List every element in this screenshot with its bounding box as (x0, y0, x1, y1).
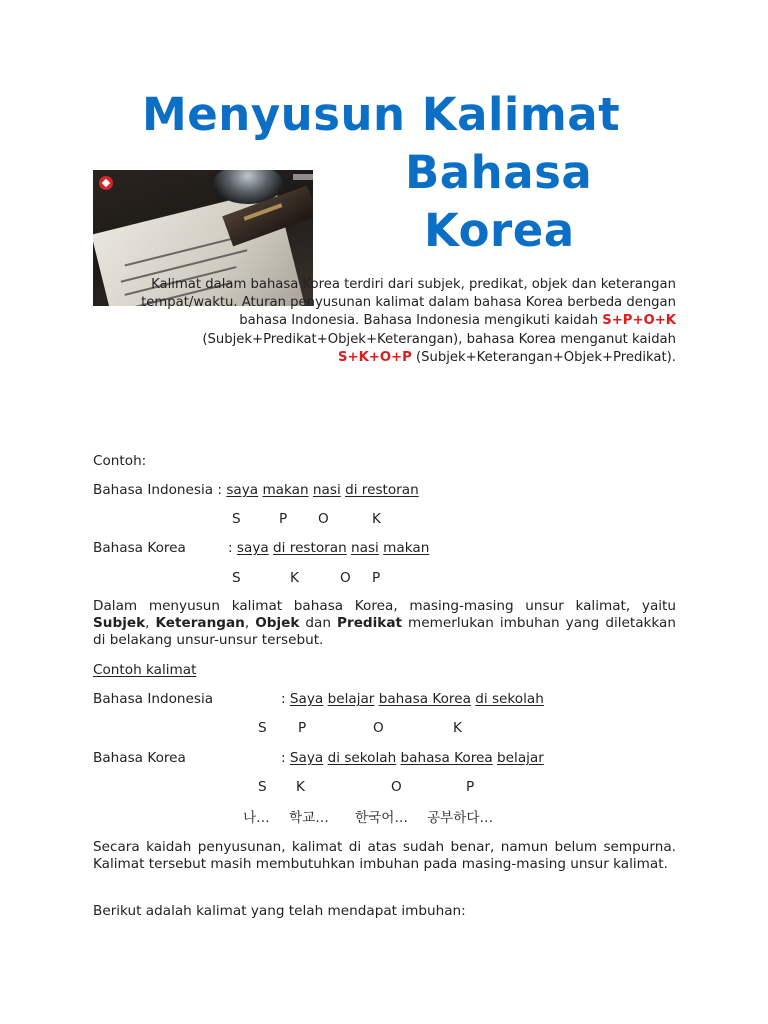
row-label: Bahasa Indonesia : (93, 482, 222, 498)
word: belajar (327, 691, 375, 707)
hangul-word: 공부하다… (427, 810, 494, 826)
word: di restoran (273, 540, 347, 556)
word: makan (262, 482, 309, 498)
text: , (145, 615, 156, 631)
intro-text-1: Kalimat dalam bahasa Korea terdiri dari subjek, predikat, objek dan keterangan tempat/waktu. Aturan penyusunan kalimat dalam bahasa Korea berbeda dengan bahasa Indonesia. Bahasa Indonesia mengikuti kaidah (141, 277, 676, 329)
word: di sekolah (327, 750, 397, 766)
role-letter: O (318, 511, 329, 527)
bold-term: Predikat (337, 615, 403, 631)
word: nasi (351, 540, 379, 556)
intro-text-3: (Subjek+Keterangan+Objek+Predikat). (411, 349, 676, 365)
hangul-word: 나… (243, 810, 270, 826)
role-letter: P (279, 511, 288, 527)
row-colon: : (281, 750, 286, 766)
word: saya (236, 540, 269, 556)
example2-indonesia-label: Bahasa Indonesia (93, 691, 214, 707)
role-letter: O (373, 720, 384, 736)
role-letter: P (298, 720, 307, 736)
word: nasi (312, 482, 341, 498)
formula-indonesia: S+P+O+K (602, 313, 676, 329)
page-title-line-3: Korea (424, 204, 575, 257)
text: Dalam menyusun kalimat bahasa Korea, masing-masing unsur kalimat, yaitu (93, 598, 676, 614)
hangul-word: 한국어… (355, 810, 408, 826)
page-title-line-1: Menyusun Kalimat (142, 88, 621, 141)
intro-text-2: (Subjek+Predikat+Objek+Keterangan), bahasa Korea menganut kaidah (202, 331, 676, 347)
word: belajar (497, 750, 544, 766)
example1-korea-label: Bahasa Korea (93, 540, 186, 556)
role-letter: K (372, 511, 381, 527)
example2-korea-row (281, 750, 544, 767)
page-title-line-2: Bahasa (405, 146, 593, 199)
paragraph-imbuhan (93, 598, 676, 649)
bold-term: Keterangan (155, 615, 245, 631)
example2-korea-label: Bahasa Korea (93, 750, 186, 766)
role-letter: K (453, 720, 462, 736)
role-letter: O (340, 570, 351, 586)
role-letter: S (258, 720, 267, 736)
hangul-word: 학교… (289, 810, 329, 826)
role-letter: S (258, 779, 267, 795)
role-letter: P (466, 779, 475, 795)
paragraph-imbuhan-intro: Berikut adalah kalimat yang telah mendapat imbuhan: (93, 903, 466, 919)
bold-term: Subjek (93, 615, 146, 631)
role-letter: S (232, 511, 241, 527)
row-colon: : (228, 540, 233, 556)
word: Saya (289, 691, 324, 707)
example2-indonesia-row (281, 691, 544, 708)
bold-term: Objek (255, 615, 300, 631)
example1-korea-row (228, 540, 429, 557)
heading-text: Contoh kalimat (93, 662, 197, 678)
photo-caption-mark (293, 174, 313, 180)
word: Saya (289, 750, 324, 766)
role-letter: K (296, 779, 305, 795)
word: di restoran (345, 482, 419, 498)
text: memerlukan imbuhan yang diletakkan di belakang unsur-unsur tersebut. (93, 615, 676, 648)
example-sentence-heading (93, 662, 196, 679)
role-letter: P (372, 570, 381, 586)
role-letter: O (391, 779, 402, 795)
text: dan (299, 615, 338, 631)
word: di sekolah (475, 691, 544, 707)
paragraph-kaidah: Secara kaidah penyusunan, kalimat di atas sudah benar, namun belum sempurna. Kalimat tersebut masih membutuhkan imbuhan pada masing-masing unsur kalimat. (93, 839, 676, 872)
example1-indonesia-row (93, 482, 419, 499)
intro-paragraph (140, 276, 676, 367)
row-colon: : (281, 691, 286, 707)
role-letter: S (232, 570, 241, 586)
example-heading: Contoh: (93, 453, 147, 469)
text: , (244, 615, 256, 631)
word: bahasa Korea (400, 750, 493, 766)
word: bahasa Korea (378, 691, 471, 707)
role-letter: K (290, 570, 299, 586)
formula-korea: S+K+O+P (338, 349, 412, 365)
word: makan (383, 540, 430, 556)
word: saya (226, 482, 259, 498)
